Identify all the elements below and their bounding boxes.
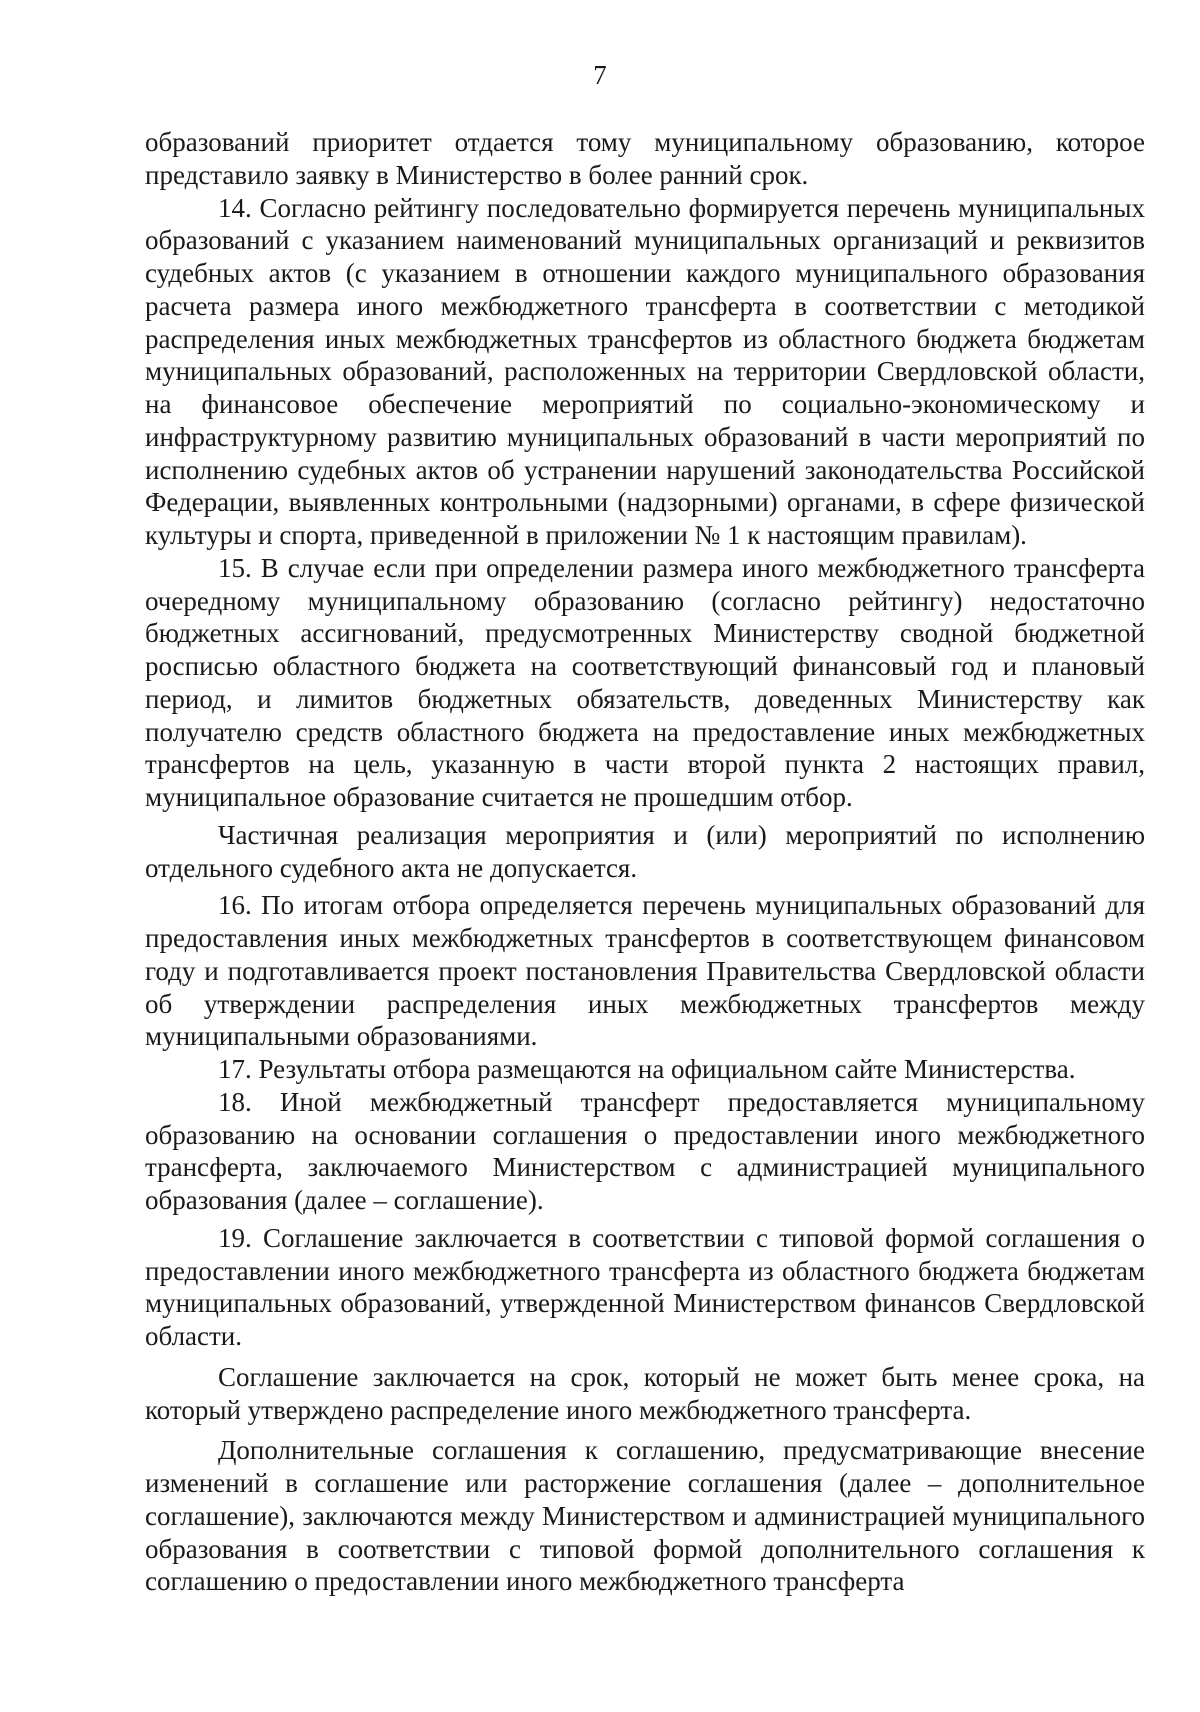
- paragraph-item-19: 19. Соглашение заключается в соответствии с типовой формой соглашения о предоставлении иного межбюджетного трансферта из областного бюджета бюджетам муниципальных образований, утвержденной Министерством финансов Свердловской области.: [145, 1222, 1145, 1351]
- paragraph-continuation: образований приоритет отдается тому муниципальному образованию, которое представило заявку в Министерство в более ранний срок.: [145, 127, 1145, 190]
- page-number: 7: [593, 60, 607, 90]
- document-body: [145, 126, 1145, 1598]
- paragraph-item-16: 16. По итогам отбора определяется перечень муниципальных образований для предоставления иных межбюджетных трансфертов в соответствующем финансовом году и подготавливается проект постановления Правительства Свердловской области об утверждении распределения иных межбюджетных трансфертов между муниципальными образованиями.: [145, 890, 1145, 1052]
- paragraph-item-18: 18. Иной межбюджетный трансферт предоставляется муниципальному образованию на основании соглашения о предоставлении иного межбюджетного трансферта, заключаемого Министерством с администрацией муниципального образования (далее – соглашение).: [145, 1086, 1145, 1215]
- paragraph-agreement-term: Соглашение заключается на срок, который не может быть менее срока, на который утверждено распределение иного межбюджетного трансферта.: [145, 1361, 1145, 1425]
- paragraph-item-17: 17. Результаты отбора размещаются на официальном сайте Министерства.: [218, 1054, 1076, 1084]
- paragraph-item-15: 15. В случае если при определении размера иного межбюджетного трансферта очередному муниципальному образованию (согласно рейтингу) недостаточно бюджетных ассигнований, предусмотренных Министерству сводной бюджетной росписью областного бюджета на соответствующий финансовый год и плановый период, и лимитов бюджетных обязательств, доведенных Министерству как получателю средств областного бюджета на предоставление иных межбюджетных трансфертов на цель, указанную в части второй пункта 2 настоящих правил, муниципальное образование считается не прошедшим отбор.: [145, 552, 1145, 812]
- paragraph-partial-implementation: Частичная реализация мероприятия и (или) мероприятий по исполнению отдельного судебного акта не допускается.: [145, 819, 1145, 883]
- paragraph-item-14: 14. Согласно рейтингу последовательно формируется перечень муниципальных образований с указанием наименований муниципальных организаций и реквизитов судебных актов (с указанием в отношении каждого муниципального образования расчета размера иного межбюджетного трансферта в соответствии с методикой распределения иных межбюджетных трансфертов из областного бюджета бюджетам муниципальных образований, расположенных на территории Свердловской области, на финансовое обеспечение мероприятий по социально-экономическому и инфраструктурному развитию муниципальных образований в части мероприятий по исполнению судебных актов об устранении нарушений законодательства Российской Федерации, выявленных контрольными (надзорными) органами, в сфере физической культуры и спорта, приведенной в приложении № 1 к настоящим правилам).: [145, 192, 1145, 550]
- paragraph-additional-agreements: Дополнительные соглашения к соглашению, предусматривающие внесение изменений в соглашение или расторжение соглашения (далее – дополнительное соглашение), заключаются между Министерством и администрацией муниципального образования в соответствии с типовой формой дополнительного соглашения к соглашению о предоставлении иного межбюджетного трансферта: [145, 1435, 1145, 1597]
